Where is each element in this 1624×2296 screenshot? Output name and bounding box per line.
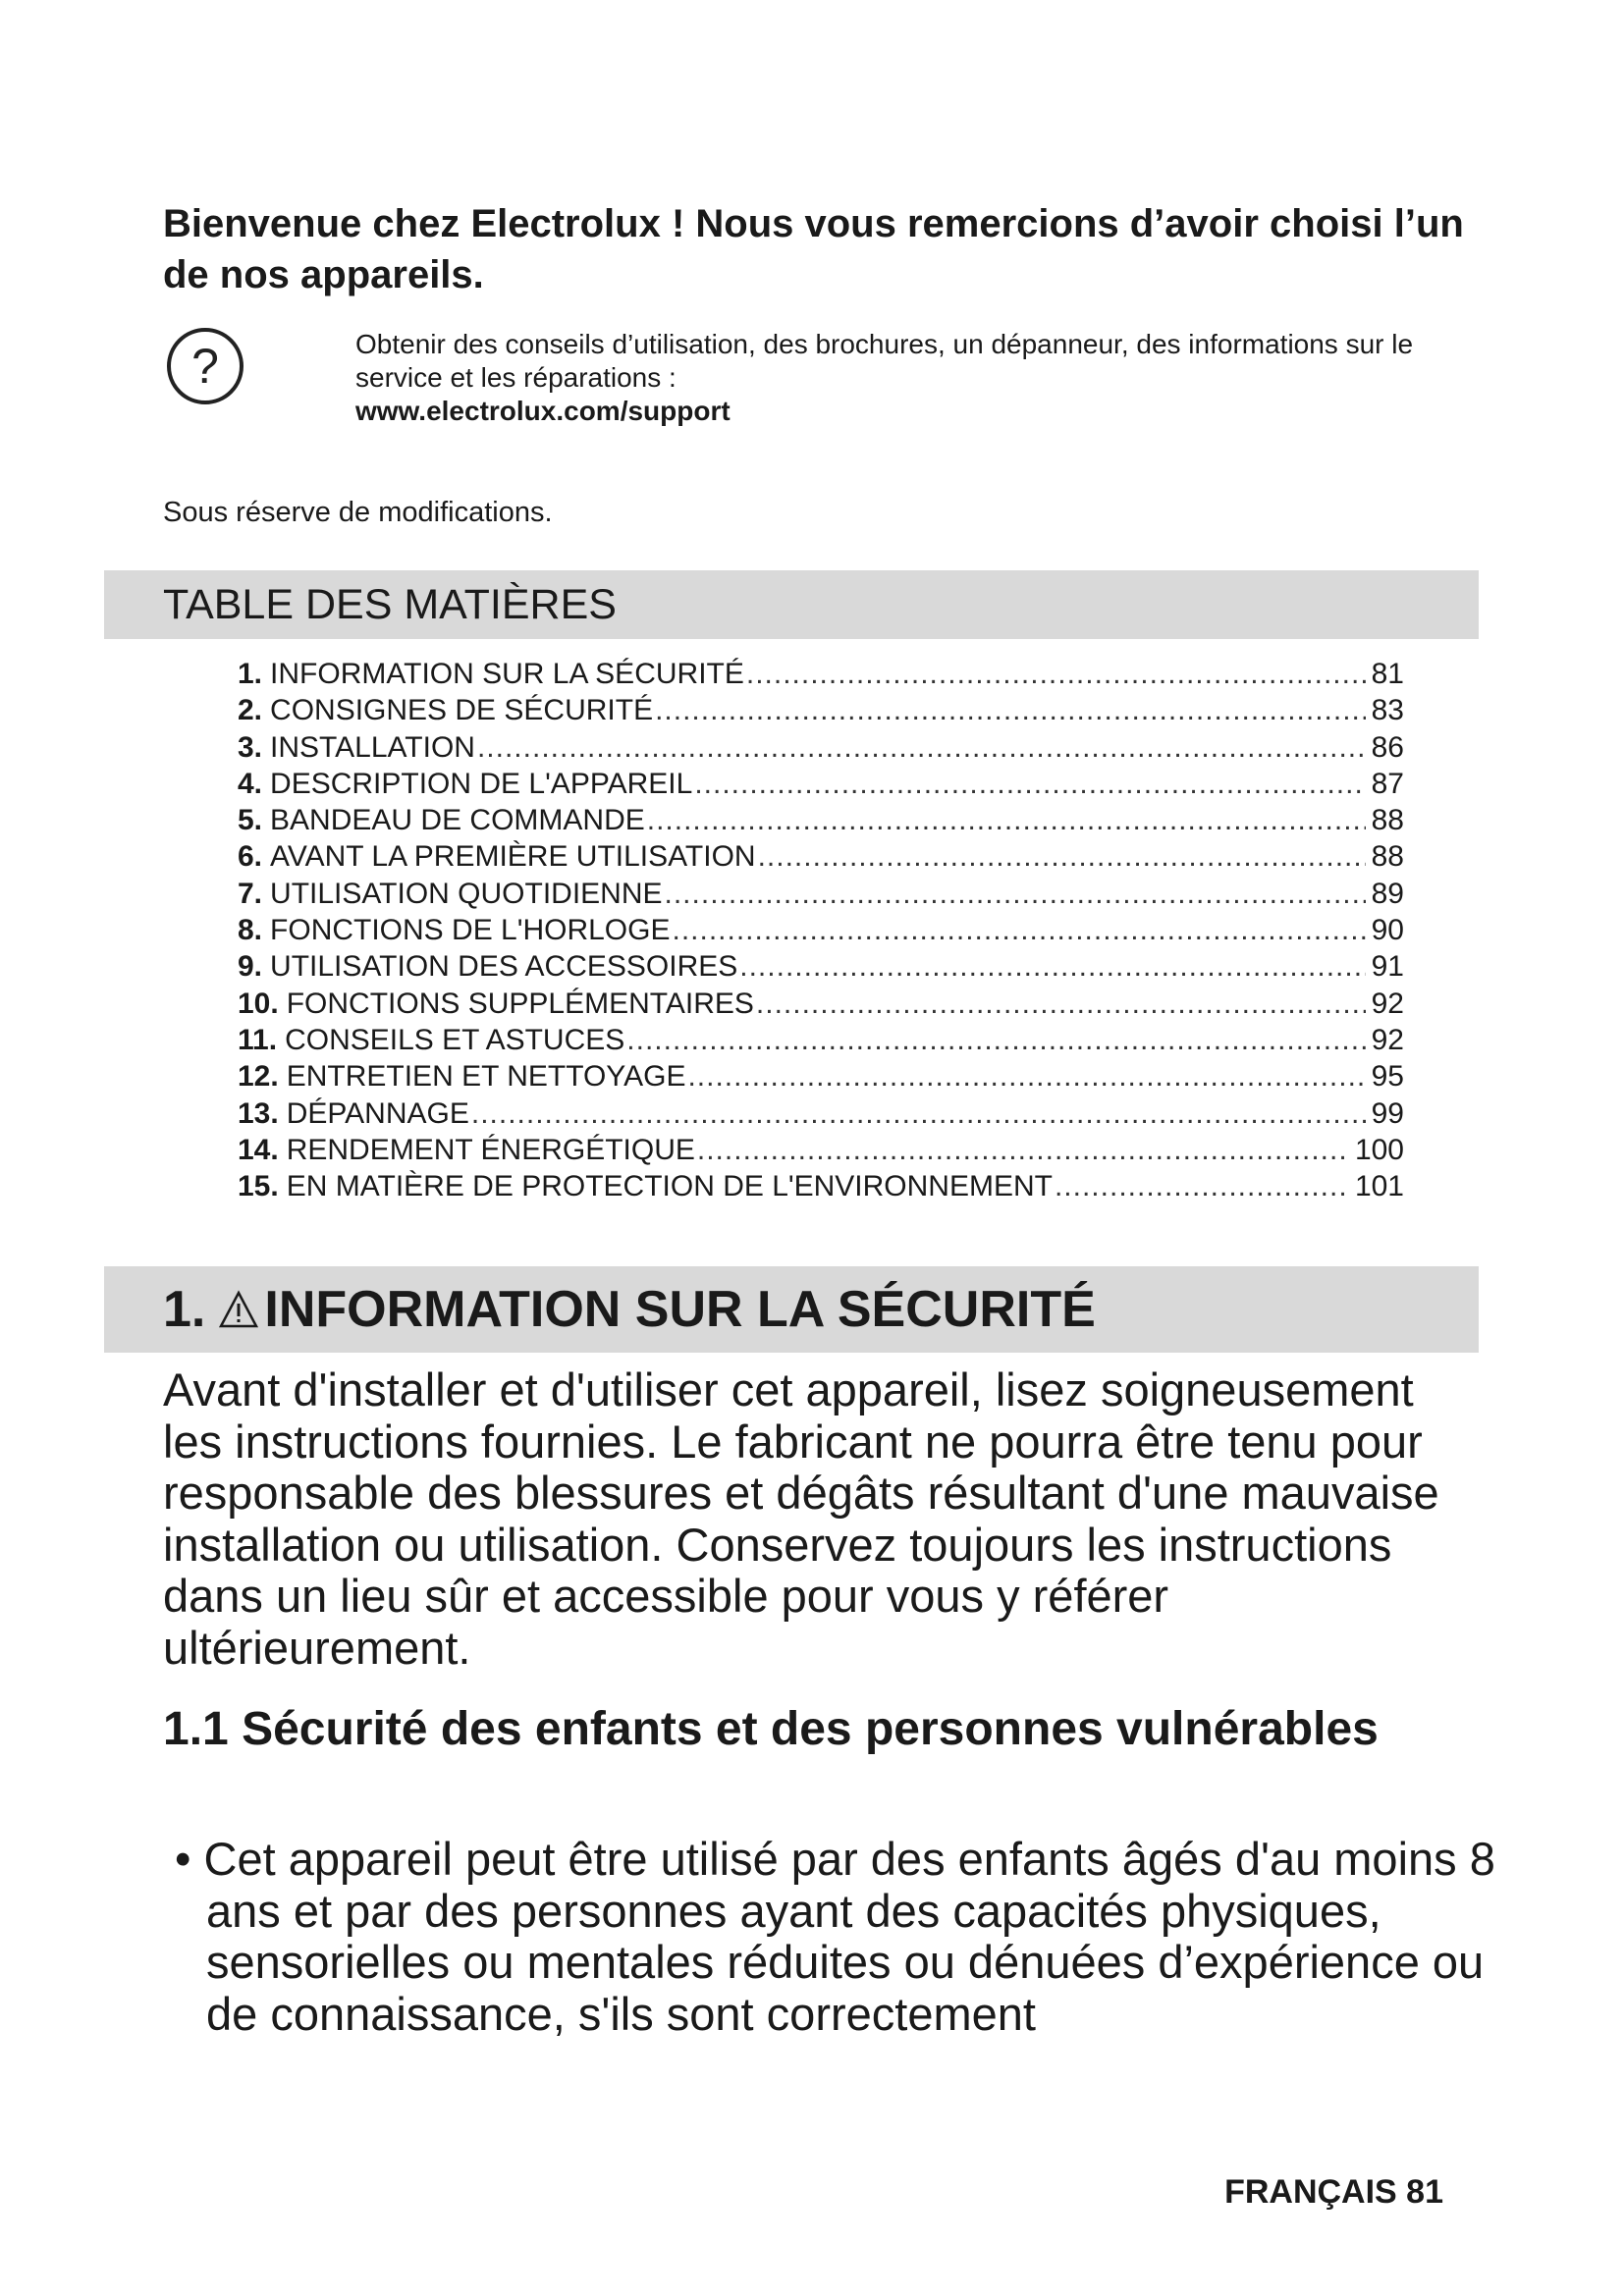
toc-dot-leader [697,1132,1349,1168]
toc-item-page: 81 [1371,658,1404,690]
toc-title: TABLE DES MATIÈRES [163,581,617,628]
toc-item-page: 88 [1371,804,1404,837]
toc-item[interactable] [238,766,1404,802]
toc-item[interactable] [238,656,1404,692]
toc-item-page: 92 [1371,987,1404,1020]
toc-item-number: 1. [238,658,263,690]
toc-item-page: 89 [1371,877,1404,910]
safety-intro-paragraph: Avant d'installer et d'utiliser cet appareil, lisez soigneusement les instructions fournies. Le fabricant ne pourra être tenu pour responsable des blessures et dégâts résultant d'une mauvaise installation ou utilisation. Conservez toujours les instructions dans un lieu sûr et accessible pour vous y référer ultérieurement. [163,1363,1439,1674]
toc-item-number: 10. [238,987,279,1020]
toc-item-number: 5. [238,804,263,837]
toc-item-number: 7. [238,877,263,910]
bullet-item: • Cet appareil peut être utilisé par des enfants âgés d'au moins 8 ans et par des personnes ayant des capacités physiques, sensorielles ou mentales réduites ou dénuées d’expérience ou de connaissance, s'ils sont correctement [175,1833,1495,2040]
toc-header-band [104,570,1479,639]
toc-dot-leader [471,1095,1366,1132]
toc-dot-leader [665,876,1366,912]
bullet-text: Cet appareil peut être utilisé par des enfants âgés d'au moins 8 ans et par des personnes ayant des capacités physiques, sensorielles ou mentales réduites ou dénuées d’expérience ou de connaissance, s'ils sont correctement [203,1833,1495,2040]
toc-item[interactable] [238,802,1404,838]
toc-dot-leader [739,948,1365,985]
toc-item-page: 92 [1371,1023,1404,1056]
toc-dot-leader [756,986,1366,1022]
toc-dot-leader [687,1058,1365,1095]
toc-item-label: AVANT LA PREMIÈRE UTILISATION [270,840,756,874]
toc-item-number: 12. [238,1060,279,1094]
toc-item-label: DESCRIPTION DE L'APPAREIL [270,767,693,800]
toc-item-label: FONCTIONS DE L'HORLOGE [270,914,671,947]
section-title [163,1280,1096,1339]
toc-item-number: 15. [238,1170,279,1203]
toc-item-page: 83 [1371,694,1404,727]
toc-item-label: BANDEAU DE COMMANDE [270,804,645,837]
section-title-text: INFORMATION SUR LA SÉCURITÉ [264,1281,1096,1338]
toc-dot-leader [758,838,1366,875]
toc-item-page: 100 [1354,1133,1404,1166]
toc-item-number: 4. [238,767,263,800]
table-of-contents [238,656,1404,1204]
toc-item[interactable] [238,912,1404,948]
toc-item[interactable] [238,1168,1404,1204]
toc-item-number: 13. [238,1096,279,1130]
toc-dot-leader [477,729,1366,766]
toc-item-label: DÉPANNAGE [286,1096,469,1130]
support-info [355,328,1485,428]
warning-triangle-icon [219,1290,258,1329]
toc-item-number: 14. [238,1133,279,1166]
toc-dot-leader [655,692,1366,728]
page-footer: FRANÇAIS 81 [1224,2173,1443,2211]
support-text: Obtenir des conseils d’utilisation, des brochures, un dépanneur, des informations sur le service et les réparations : [355,329,1414,393]
modification-notice: Sous réserve de modifications. [163,497,553,528]
toc-item[interactable] [238,986,1404,1022]
toc-item-number: 2. [238,694,263,727]
toc-item-page: 91 [1371,950,1404,984]
help-circle-icon: ? [167,328,244,404]
toc-item-label: INFORMATION SUR LA SÉCURITÉ [270,658,744,690]
toc-item-label: CONSEILS ET ASTUCES [285,1023,625,1056]
toc-item-page: 99 [1371,1096,1404,1130]
toc-item-label: UTILISATION QUOTIDIENNE [270,877,663,910]
section-number: 1. [163,1281,206,1338]
subsection-title: 1.1 Sécurité des enfants et des personnes vulnérables [163,1703,1379,1755]
toc-item-page: 90 [1371,914,1404,947]
toc-item-number: 11. [238,1023,278,1056]
toc-item[interactable] [238,948,1404,985]
toc-item-number: 8. [238,914,263,947]
toc-item[interactable] [238,1095,1404,1132]
toc-item-label: ENTRETIEN ET NETTOYAGE [286,1060,686,1094]
toc-item[interactable] [238,692,1404,728]
toc-item-page: 87 [1371,767,1404,800]
toc-item[interactable] [238,838,1404,875]
toc-dot-leader [746,656,1366,692]
support-link[interactable]: www.electrolux.com/support [355,396,731,426]
toc-item[interactable] [238,876,1404,912]
section-header-band [104,1266,1479,1353]
toc-item-label: RENDEMENT ÉNERGÉTIQUE [286,1133,695,1166]
toc-item-label: FONCTIONS SUPPLÉMENTAIRES [286,987,754,1020]
toc-item[interactable] [238,1022,1404,1058]
toc-item-label: EN MATIÈRE DE PROTECTION DE L'ENVIRONNEMENT [286,1170,1053,1203]
welcome-heading: Bienvenue chez Electrolux ! Nous vous remercions d’avoir choisi l’un de nos appareils. [163,202,1464,296]
toc-dot-leader [672,912,1365,948]
toc-dot-leader [1055,1168,1349,1204]
toc-dot-leader [694,766,1365,802]
toc-item[interactable] [238,729,1404,766]
toc-dot-leader [647,802,1366,838]
toc-item-number: 6. [238,840,263,874]
toc-item-number: 3. [238,730,263,764]
toc-item-page: 88 [1371,840,1404,874]
toc-item-page: 86 [1371,730,1404,764]
toc-dot-leader [626,1022,1365,1058]
toc-item-page: 95 [1371,1060,1404,1094]
toc-item[interactable] [238,1058,1404,1095]
toc-item-label: CONSIGNES DE SÉCURITÉ [270,694,654,727]
toc-item[interactable] [238,1132,1404,1168]
toc-item-number: 9. [238,950,263,984]
toc-item-label: INSTALLATION [270,730,475,764]
toc-item-page: 101 [1354,1170,1404,1203]
toc-item-label: UTILISATION DES ACCESSOIRES [270,950,738,984]
